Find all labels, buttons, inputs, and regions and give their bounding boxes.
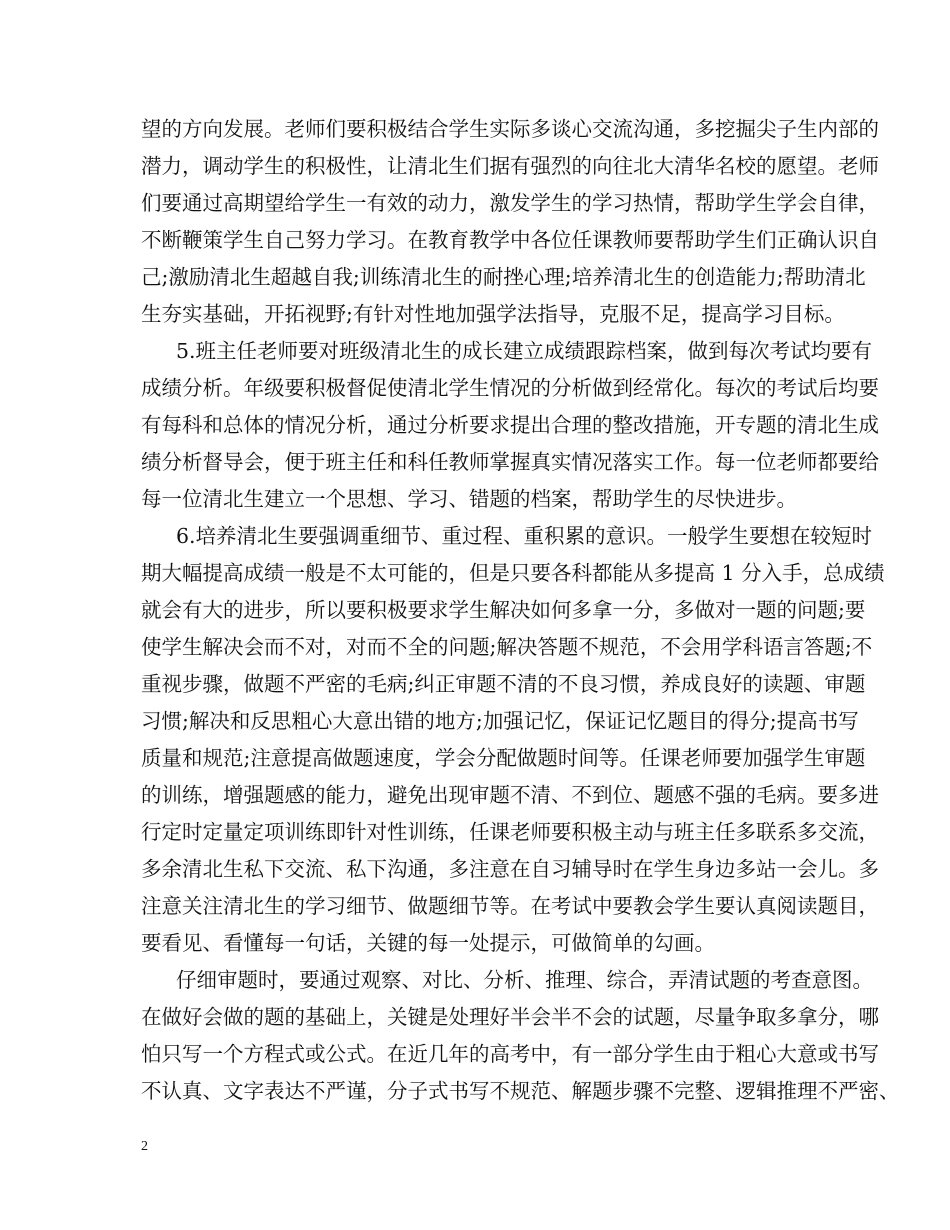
line-text: 重视步骤，做题不严密的毛病;纠正审题不清的不良习惯，养成良好的读题、审题 xyxy=(141,672,866,696)
line-text: 怕只写一个方程式或公式。在近几年的高考中，有一部分学生由于粗心大意或书写 xyxy=(141,1042,879,1066)
line-text: 6.培养清北生要强调重细节、重过程、重积累的意识。一般学生要想在较短时 xyxy=(176,524,873,548)
line-text: 望的方向发展。老师们要积极结合学生实际多谈心交流沟通，多挖掘尖子生内部的 xyxy=(141,117,879,141)
line-text: 多余清北生私下交流、私下沟通，多注意在自习辅导时在学生身边多站一会儿。多 xyxy=(141,857,879,881)
line-text: 就会有大的进步，所以要积极要求学生解决如何多拿一分，多做对一题的问题;要 xyxy=(141,598,866,622)
line-text: 成绩分析。年级要积极督促使清北学生情况的分析做到经常化。每次的考试后均要 xyxy=(141,376,879,400)
line-text: 仔细审题时，要通过观察、对比、分析、推理、综合，弄清试题的考查意图。 xyxy=(176,968,873,992)
line-text: 们要通过高期望给学生一有效的动力，激发学生的学习热情，帮助学生学会自律， xyxy=(141,191,879,215)
line-text: 的训练，增强题感的能力，避免出现审题不清、不到位、题感不强的毛病。要多进 xyxy=(141,783,879,807)
line-text: 绩分析督导会，便于班主任和科任教师掌握真实情况落实工作。每一位老师都要给 xyxy=(141,450,879,474)
line-text: 要看见、看懂每一句话，关键的每一处提示，可做简单的勾画。 xyxy=(141,931,715,955)
line-text: 期大幅提高成绩一般是不太可能的，但是只要各科都能从多提高 1 分入手，总成绩 xyxy=(141,561,885,585)
line-text: 有每科和总体的情况分析，通过分析要求提出合理的整改措施，开专题的清北生成 xyxy=(141,413,879,437)
line-text: 每一位清北生建立一个思想、学习、错题的档案，帮助学生的尽快进步。 xyxy=(141,487,797,511)
line-text: 己;激励清北生超越自我;训练清北生的耐挫心理;培养清北生的创造能力;帮助清北 xyxy=(141,265,866,289)
page-number: 2 xyxy=(141,1139,148,1154)
line-text: 注意关注清北生的学习细节、做题细节等。在考试中要教会学生要认真阅读题目， xyxy=(141,894,879,918)
line-text: 潜力，调动学生的积极性，让清北生们据有强烈的向往北大清华名校的愿望。老师 xyxy=(141,154,879,178)
line-text: 不认真、文字表达不严谨，分子式书写不规范、解题步骤不完整、逻辑推理不严密、 xyxy=(141,1079,900,1103)
line-text: 生夯实基础，开拓视野;有针对性地加强学法指导，克服不足，提高学习目标。 xyxy=(141,302,845,326)
line-text: 不断鞭策学生自己努力学习。在教育教学中各位任课教师要帮助学生们正确认识自 xyxy=(141,228,879,252)
line-text: 在做好会做的题的基础上，关键是处理好半会半不会的试题，尽量争取多拿分，哪 xyxy=(141,1005,879,1029)
line-text: 使学生解决会而不对，对而不全的问题;解决答题不规范，不会用学科语言答题;不 xyxy=(141,635,873,659)
line-text: 习惯;解决和反思粗心大意出错的地方;加强记忆，保证记忆题目的得分;提高书写 xyxy=(141,709,859,733)
line-text: 5.班主任老师要对班级清北生的成长建立成绩跟踪档案，做到每次考试均要有 xyxy=(176,339,873,363)
line-text: 行定时定量定项训练即针对性训练，任课老师要积极主动与班主任多联系多交流， xyxy=(141,820,879,844)
line-text: 质量和规范;注意提高做题速度，学会分配做题时间等。任课老师要加强学生审题 xyxy=(141,746,866,770)
